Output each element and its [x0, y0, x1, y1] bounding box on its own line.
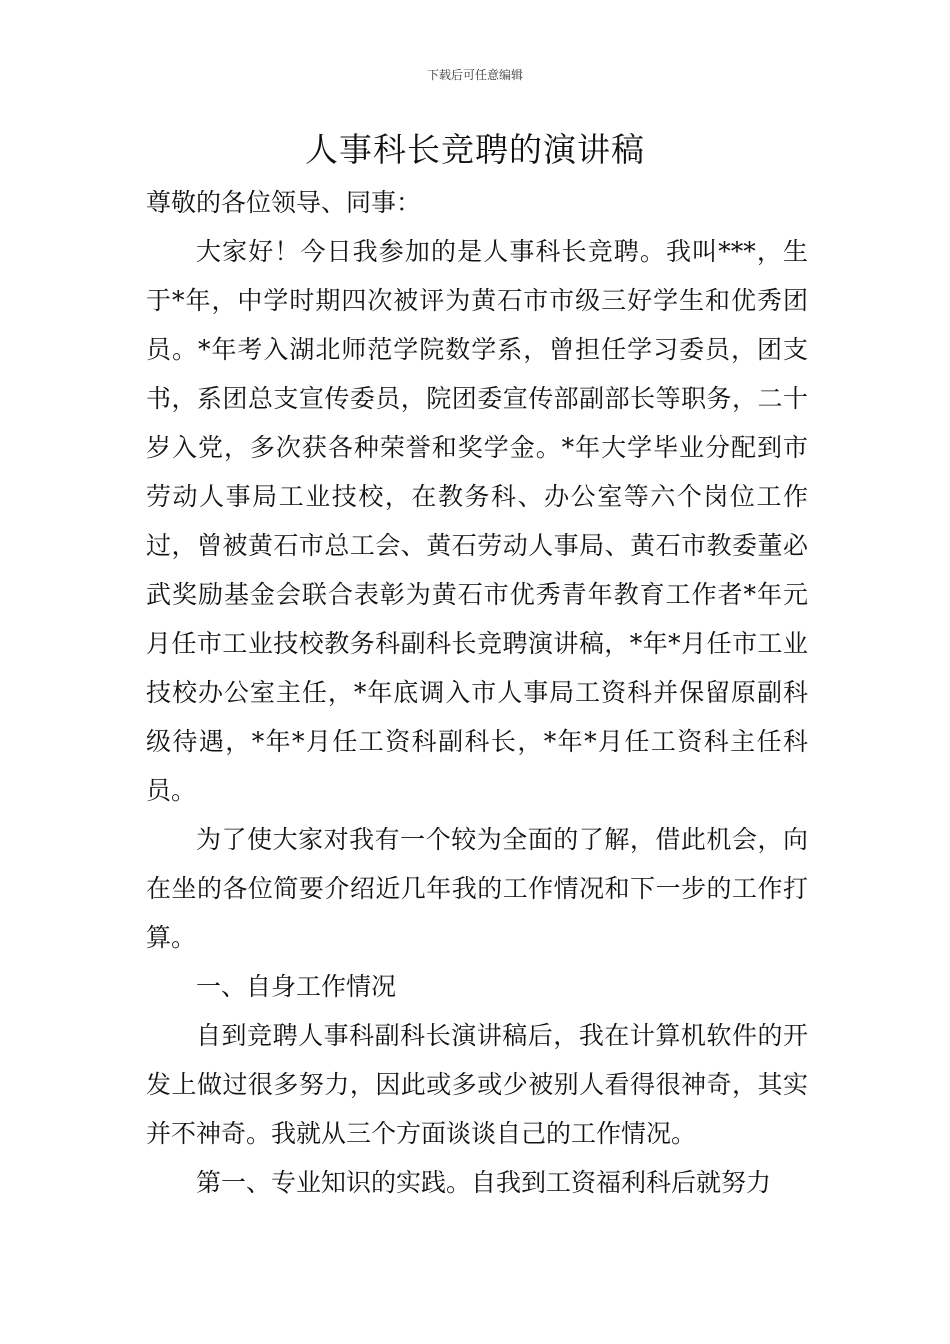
paragraph-work-overview: 自到竞聘人事科副科长演讲稿后，我在计算机软件的开发上做过很多努力，因此或多或少被别人看得很神奇，其实并不神奇。我就从三个方面谈谈自己的工作情况。 — [146, 1021, 808, 1148]
salutation: 尊敬的各位领导、同事： — [146, 188, 422, 217]
section-heading: 一、自身工作情况 — [196, 972, 397, 1001]
paragraph-intro: 大家好！今日我参加的是人事科长竞聘。我叫***，生于*年，中学时期四次被评为黄石市市级三好学生和优秀团员。*年考入湖北师范学院数学系，曾担任学习委员，团支书，系团总支宣传委员，院团委宣传部副部长等职务，二十岁入党，多次获各种荣誉和奖学金。*年大学毕业分配到市劳动人事局工业技校，在教务科、办公室等六个岗位工作过，曾被黄石市总工会、黄石劳动人事局、黄石市教委董必武奖励基金会联合表彰为黄石市优秀青年教育工作者*年元月任市工业技校教务科副科长竞聘演讲稿，*年*月任市工业技校办公室主任，*年底调入市人事局工资科并保留原副科级待遇，*年*月任工资科副科长，*年*月任工资科主任科员。 — [146, 237, 808, 805]
document-title: 人事科长竞聘的演讲稿 — [305, 130, 645, 169]
paragraph-purpose: 为了使大家对我有一个较为全面的了解，借此机会，向在坐的各位简要介绍近几年我的工作情况和下一步的工作打算。 — [146, 825, 808, 952]
page-header-note: 下载后可任意编辑 — [426, 68, 523, 82]
paragraph-first-point: 第一、专业知识的实践。自我到工资福利科后就努力 — [196, 1168, 772, 1197]
document-body — [146, 178, 808, 1207]
